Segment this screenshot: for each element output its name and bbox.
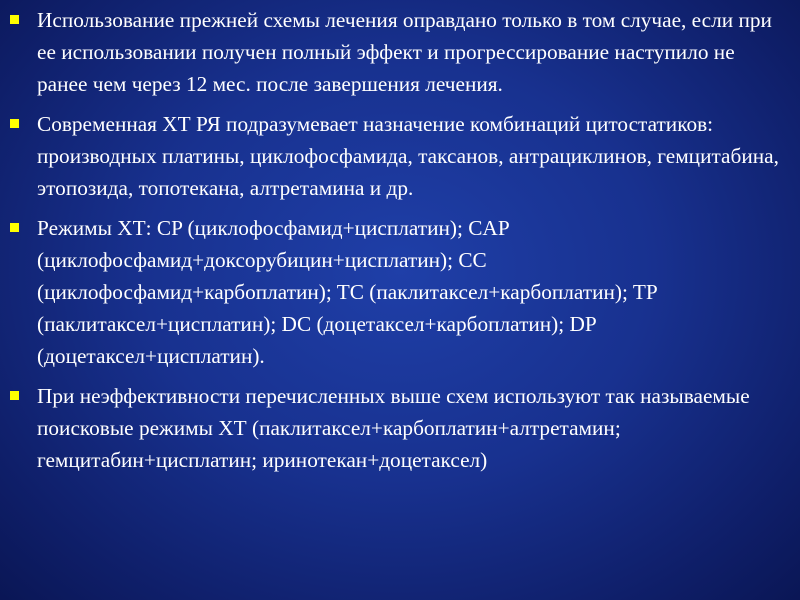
bullet-list: [10, 4, 780, 476]
bullet-text-1: Использование прежней схемы лечения оправдано только в том случае, если при ее использовании получен полный эффект и прогрессирование наступило не ранее чем через 12 мес. после завершения лечения.: [37, 8, 772, 96]
bullet-item-3: [10, 212, 780, 372]
bullet-item-2: [10, 108, 780, 204]
square-bullet-icon: [10, 15, 19, 24]
bullet-item-4: [10, 380, 780, 476]
square-bullet-icon: [10, 223, 19, 232]
square-bullet-icon: [10, 119, 19, 128]
square-bullet-icon: [10, 391, 19, 400]
bullet-item-1: [10, 4, 780, 100]
bullet-text-3: Режимы ХТ: CP (циклофосфамид+цисплатин); CAP (циклофосфамид+доксорубицин+цисплатин); CC (циклофосфамид+карбоплатин); TC (паклитаксел+карбоплатин); TP (паклитаксел+цисплатин); DC (доцетаксел+карбоплатин); DP (доцетаксел+цисплатин).: [37, 216, 657, 368]
bullet-text-4: При неэффективности перечисленных выше схем используют так называемые поисковые режимы ХТ (паклитаксел+карбоплатин+алтретамин; гемцитабин+цисплатин; иринотекан+доцетаксел): [37, 384, 750, 472]
bullet-text-2: Современная ХТ РЯ подразумевает назначение комбинаций цитостатиков: производных платины, циклофосфамида, таксанов, антрациклинов, гемцитабина, этопозида, топотекана, алтретамина и др.: [37, 112, 779, 200]
